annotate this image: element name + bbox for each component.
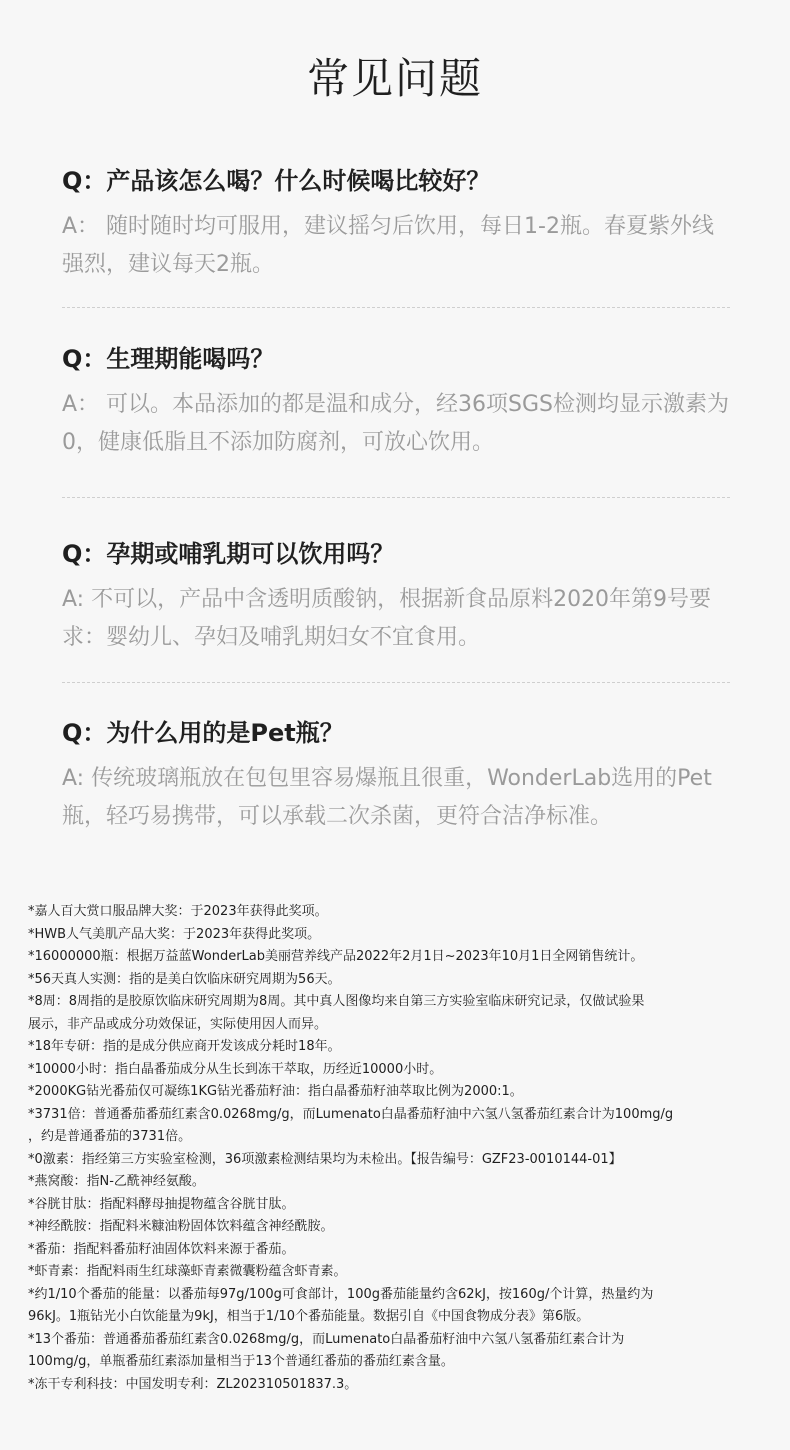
footnote-line: *2000KG钻光番茄仅可凝练1KG钻光番茄籽油：指白晶番茄籽油萃取比例为2000:1。 (28, 1084, 523, 1099)
footnote-line: *冻干专利科技：中国发明专利：ZL202310501837.3。 (28, 1376, 358, 1392)
faq-answer: A： 随时随时均可服用，建议摇匀后饮用，每日1-2瓶。春夏紫外线强烈，建议每天2瓶。 (62, 214, 714, 277)
footnote-line: *18年专研：指的是成分供应商开发该成分耗时18年。 (28, 1039, 341, 1054)
footnote-line: *HWB人气美肌产品大奖：于2023年获得此奖项。 (28, 926, 321, 942)
faq-item (62, 342, 732, 462)
footnote-line: *燕窝酸：指N-乙酰神经氨酸。 (28, 1174, 205, 1189)
faq-item (62, 537, 732, 657)
footnote-line: *16000000瓶：根据万益蓝WonderLab美丽营养线产品2022年2月1日~2023年10月1日全网销售统计。 (28, 949, 644, 964)
footnote-line: *3731倍：普通番茄番茄红素含0.0268mg/g，而Lumenato白晶番茄籽油中六氢八氢番茄红素合计为100mg/g (28, 1106, 674, 1122)
footnote-line: 96kJ。1瓶钻光小白饮能量为9kJ，相当于1/10个番茄能量。数据引自《中国食物成分表》第6版。 (28, 1309, 590, 1324)
footnotes (28, 901, 768, 1396)
divider (62, 497, 730, 498)
footnote-line: *番茄：指配料番茄籽油固体饮料来源于番茄。 (28, 1241, 295, 1257)
footnote-line: *10000小时：指白晶番茄成分从生长到冻干萃取，历经近10000小时。 (28, 1061, 443, 1077)
footnote-line: *0激素：指经第三方实验室检测，36项激素检测结果均为未检出。【报告编号：GZF23-0010144-01】 (28, 1151, 622, 1167)
faq-answer: A: 不可以，产品中含透明质酸钠，根据新食品原料2020年第9号要求：婴幼儿、孕妇及哺乳期妇女不宜食用。 (62, 587, 712, 650)
footnote-line: 100mg/g，单瓶番茄红素添加量相当于13个普通红番茄的番茄红素含量。 (28, 1354, 454, 1369)
footnote-line: *谷胱甘肽：指配料酵母抽提物蕴含谷胱甘肽。 (28, 1196, 295, 1212)
page-title: 常见问题 (306, 54, 483, 103)
faq-question: Q：产品该怎么喝？什么时候喝比较好？ (62, 167, 491, 195)
footnote-line: *虾青素：指配料雨生红球藻虾青素微囊粉蕴含虾青素。 (28, 1264, 347, 1279)
divider (62, 682, 730, 683)
footnote-line: *神经酰胺：指配料米糠油粉固体饮料蕴含神经酰胺。 (28, 1219, 334, 1234)
faq-item (62, 716, 732, 836)
footnote-line: *约1/10个番茄的能量：以番茄每97g/100g可食部计，100g番茄能量约含62kJ，按160g/个计算，热量约为 (28, 1286, 654, 1302)
divider (62, 307, 730, 308)
footnote-line: ，约是普通番茄的3731倍。 (28, 1129, 192, 1144)
footnote-line: *8周：8周指的是胶原饮临床研究周期为8周。其中真人图像均来自第三方实验室临床研究记录，仅做试验果 (28, 994, 645, 1009)
footnote-line: *13个番茄：普通番茄番茄红素含0.0268mg/g，而Lumenato白晶番茄籽油中六氢八氢番茄红素合计为 (28, 1331, 625, 1347)
faq-answer: A： 可以。本品添加的都是温和成分，经36项SGS检测均显示激素为0，健康低脂且不添加防腐剂，可放心饮用。 (62, 392, 730, 455)
footnote-line: *嘉人百大赏口服品牌大奖：于2023年获得此奖项。 (28, 904, 328, 919)
faq-item (62, 164, 732, 284)
faq-question: Q：孕期或哺乳期可以饮用吗？ (62, 540, 395, 568)
footnote-line: *56天真人实测：指的是美白饮临床研究周期为56天。 (28, 971, 341, 987)
faq-question: Q：生理期能喝吗？ (62, 345, 275, 373)
faq-answer: A: 传统玻璃瓶放在包包里容易爆瓶且很重，WonderLab选用的Pet瓶，轻巧易携带，可以承载二次杀菌，更符合洁净标准。 (62, 766, 712, 829)
faq-question: Q：为什么用的是Pet瓶？ (62, 719, 344, 747)
footnote-line: 展示，非产品或成分功效保证，实际使用因人而异。 (28, 1016, 328, 1032)
